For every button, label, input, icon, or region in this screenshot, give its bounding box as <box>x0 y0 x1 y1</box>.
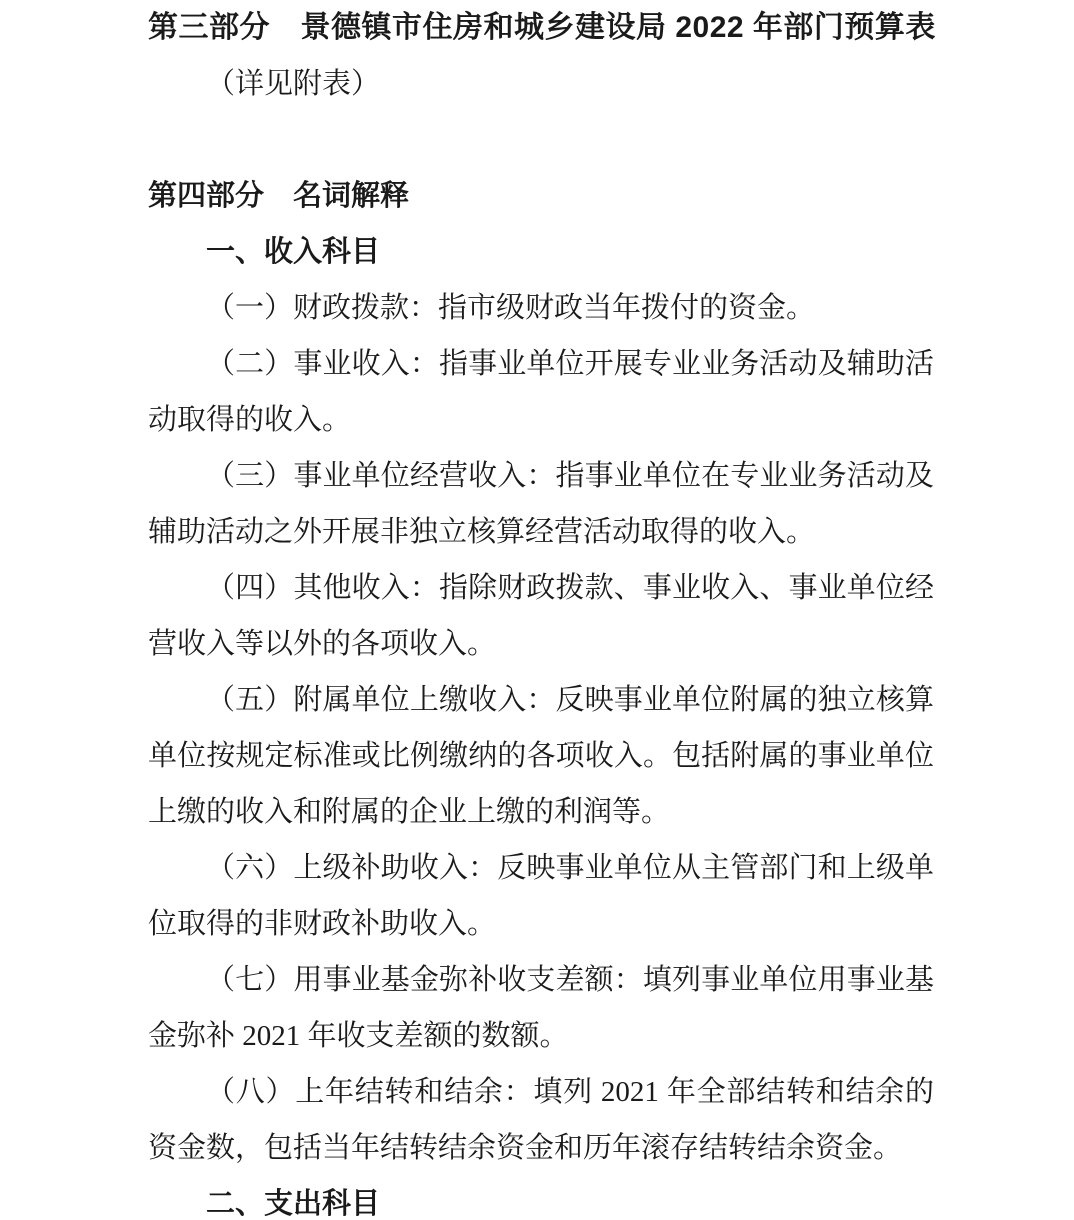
income-item-7: （七）用事业基金弥补收支差额：填列事业单位用事业基金弥补 2021 年收支差额的数额。 <box>148 964 934 1052</box>
attachment-note: （详见附表） <box>206 68 381 100</box>
income-item-3: （三）事业单位经营收入：指事业单位在专业业务活动及辅助活动之外开展非独立核算经营活动取得的收入。 <box>148 460 934 548</box>
income-item-1: （一）财政拨款：指市级财政当年拨付的资金。 <box>206 292 816 324</box>
part3-title: 第三部分 景德镇市住房和城乡建设局 2022 年部门预算表 <box>148 11 936 44</box>
income-item-2: （二）事业收入：指事业单位开展专业业务活动及辅助活动取得的收入。 <box>148 348 934 436</box>
blank-line-spacer <box>148 112 934 168</box>
income-item-5: （五）附属单位上缴收入：反映事业单位附属的独立核算单位按规定标准或比例缴纳的各项收入。包括附属的事业单位上缴的收入和附属的企业上缴的利润等。 <box>148 684 934 828</box>
income-item-8: （八）上年结转和结余：填列 2021 年全部结转和结余的资金数，包括当年结转结余资金和历年滚存结转结余资金。 <box>148 1076 934 1164</box>
income-item-4: （四）其他收入：指除财政拨款、事业收入、事业单位经营收入等以外的各项收入。 <box>148 572 934 660</box>
income-section-heading: 一、收入科目 <box>206 236 381 268</box>
income-item-6: （六）上级补助收入：反映事业单位从主管部门和上级单位取得的非财政补助收入。 <box>148 852 934 940</box>
part4-title: 第四部分 名词解释 <box>148 180 410 212</box>
expenditure-section-heading: 二、支出科目 <box>206 1188 381 1220</box>
